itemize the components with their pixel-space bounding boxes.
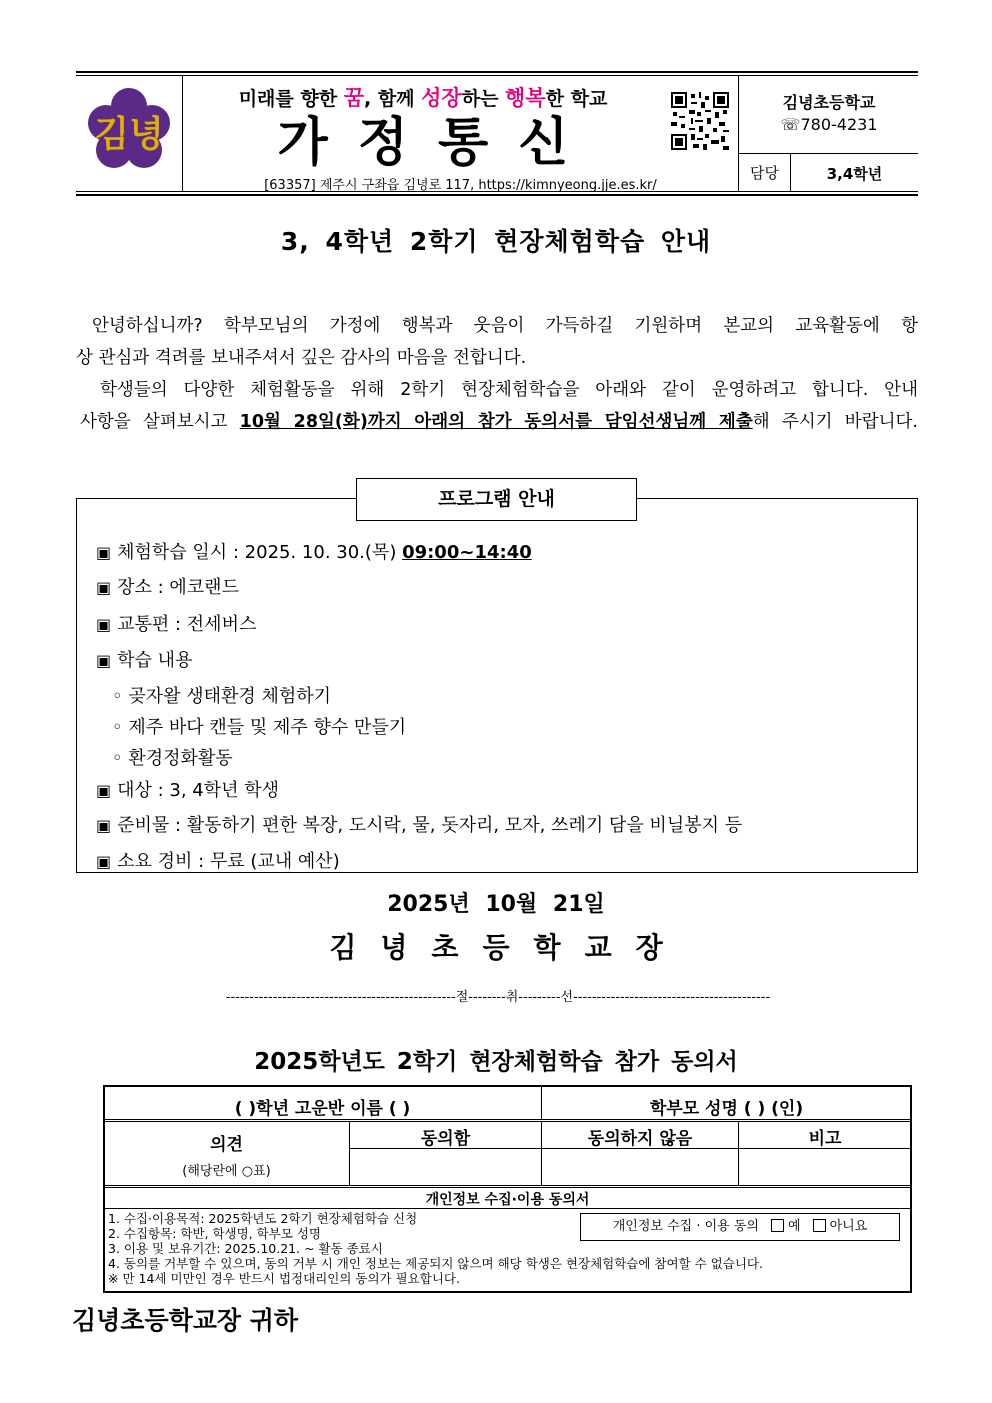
privacy-no-checkbox[interactable] [813, 1219, 826, 1232]
table-rule [104, 1121, 911, 1122]
principal-signature: 김녕초등학교장 [329, 931, 687, 964]
document-title: 3, 4학년 2학기 현장체험학습 안내 [280, 227, 712, 256]
privacy-line: 2. 수집항목: 학반, 학생명, 학부모 성명 [108, 1226, 322, 1241]
consent-form-title: 2025학년도 2학기 현장체험학습 참가 동의서 [254, 1049, 738, 1075]
parent-name-field[interactable]: 학부모 성명 ( ) (인) [649, 1099, 804, 1119]
motto-highlight: 성장 [421, 86, 462, 110]
school-phone: ☏780-4231 [780, 115, 878, 134]
table-rule [104, 1119, 911, 1120]
privacy-line: ※ 만 14세 미만인 경우 반드시 법정대리인의 동의가 필요합니다. [108, 1271, 460, 1286]
motto-highlight: 행복 [505, 86, 546, 110]
program-target: ▣ 대상 : 3, 4학년 학생 [96, 780, 280, 801]
disagree-mark-cell[interactable] [542, 1149, 738, 1185]
privacy-line: 4. 동의를 거부할 수 있으며, 동의 거부 시 개인 정보는 제공되지 않으며 해당 학생은 현장체험학습에 참여할 수 없습니다. [108, 1256, 763, 1271]
qr-code-icon [671, 92, 729, 150]
opinion-note: (해당란에 ○표) [182, 1164, 271, 1179]
school-motto: 미래를 향한 꿈, 함께 성장하는 행복한 학교 [238, 86, 608, 110]
program-transport: ▣ 교통편 : 전세버스 [96, 614, 257, 635]
cut-line: -------------------------------------------------절--------취---------선------------------------------------------ [225, 990, 771, 1005]
footer-recipient: 김녕초등학교장 귀하 [72, 1306, 299, 1335]
header-bottom-rule [76, 194, 918, 196]
privacy-consent-label: 개인정보 수집 · 이용 동의 [612, 1219, 759, 1234]
header-top-rule-thin [76, 75, 918, 76]
opinion-label: 의견 [210, 1135, 243, 1155]
program-cost: ▣ 소요 경비 : 무료 (교내 예산) [96, 851, 340, 872]
submission-deadline: 10월 28일(화)까지 아래의 참가 동의서를 담임선생님께 제출 [239, 412, 753, 432]
bullet-square-icon: ▣ [96, 578, 112, 597]
student-field[interactable]: ( )학년 고운반 이름 ( ) [234, 1099, 411, 1119]
school-name: 김녕초등학교 [782, 93, 876, 112]
col-note: 비고 [808, 1129, 842, 1149]
program-date: ▣ 체험학습 일시 : 2025. 10. 30.(목) 09:00~14:40 [96, 542, 532, 563]
program-time: 09:00~14:40 [402, 542, 532, 563]
header-top-rule [76, 71, 918, 73]
program-content-item: ◦ 곶자왈 생태환경 체험하기 [112, 686, 332, 707]
program-content-label: ▣ 학습 내용 [96, 650, 193, 671]
intro-line-3: 학생들의 다양한 체험활동을 위해 2학기 현장체험학습을 아래와 같이 운영하려고 합니다. 안내 [100, 380, 918, 400]
privacy-yes-checkbox[interactable] [771, 1219, 784, 1232]
privacy-no-label: 아니요 [829, 1219, 868, 1234]
program-place: ▣ 장소 : 에코랜드 [96, 577, 239, 598]
header-divider-charge [738, 153, 918, 154]
school-address: [63357] 제주시 구좌읍 김녕로 117, https://kimnyeong.jje.es.kr/ [264, 178, 657, 193]
bullet-square-icon: ▣ [96, 781, 112, 800]
intro-line-2: 상 관심과 격려를 보내주셔서 깊은 감사의 마음을 전합니다. [76, 348, 527, 368]
table-rule [104, 1187, 911, 1188]
col-agree: 동의함 [420, 1129, 471, 1149]
intro-line-4: 사항을 살펴보시고 10월 28일(화)까지 아래의 참가 동의서를 담임선생님께 제출해 주시기 바랍니다. [80, 412, 918, 432]
privacy-consent-box [580, 1213, 900, 1241]
agree-mark-cell[interactable] [350, 1149, 541, 1185]
school-logo [84, 86, 174, 176]
program-materials: ▣ 준비물 : 활동하기 편한 복장, 도시락, 물, 돗자리, 모자, 쓰레기 담을 비닐봉지 등 [96, 815, 743, 836]
program-content-item: ◦ 제주 바다 캔들 및 제주 향수 만들기 [112, 717, 407, 738]
note-cell[interactable] [739, 1149, 911, 1185]
motto-highlight: 꿈 [343, 86, 364, 110]
bullet-square-icon: ▣ [96, 615, 112, 634]
program-content-item: ◦ 환경정화활동 [112, 748, 233, 769]
bullet-square-icon: ▣ [96, 543, 112, 562]
charge-label: 담당 [750, 164, 779, 182]
intro-line-1: 안녕하십니까? 학부모님의 가정에 행복과 웃음이 가득하길 기원하며 본교의 교육활동에 항 [92, 316, 918, 336]
privacy-line: 1. 수집·이용목적: 2025학년도 2학기 현장체험학습 신청 [108, 1211, 418, 1226]
bullet-square-icon: ▣ [96, 852, 112, 871]
bullet-square-icon: ▣ [96, 816, 112, 835]
col-disagree: 동의하지 않음 [587, 1129, 693, 1149]
newsletter-title: 가정통신 [277, 112, 599, 173]
bullet-square-icon: ▣ [96, 651, 112, 670]
charge-value: 3,4학년 [826, 165, 883, 183]
logo-text: 김녕 [94, 114, 164, 155]
privacy-line: 3. 이용 및 보유기간: 2025.10.21. ~ 활동 종료시 [108, 1241, 383, 1256]
program-info-label: 프로그램 안내 [356, 478, 637, 521]
issue-date: 2025년 10월 21일 [387, 892, 605, 917]
privacy-title: 개인정보 수집·이용 동의서 [425, 1192, 590, 1208]
privacy-yes-label: 예 [788, 1219, 801, 1234]
table-rule [104, 1185, 911, 1186]
